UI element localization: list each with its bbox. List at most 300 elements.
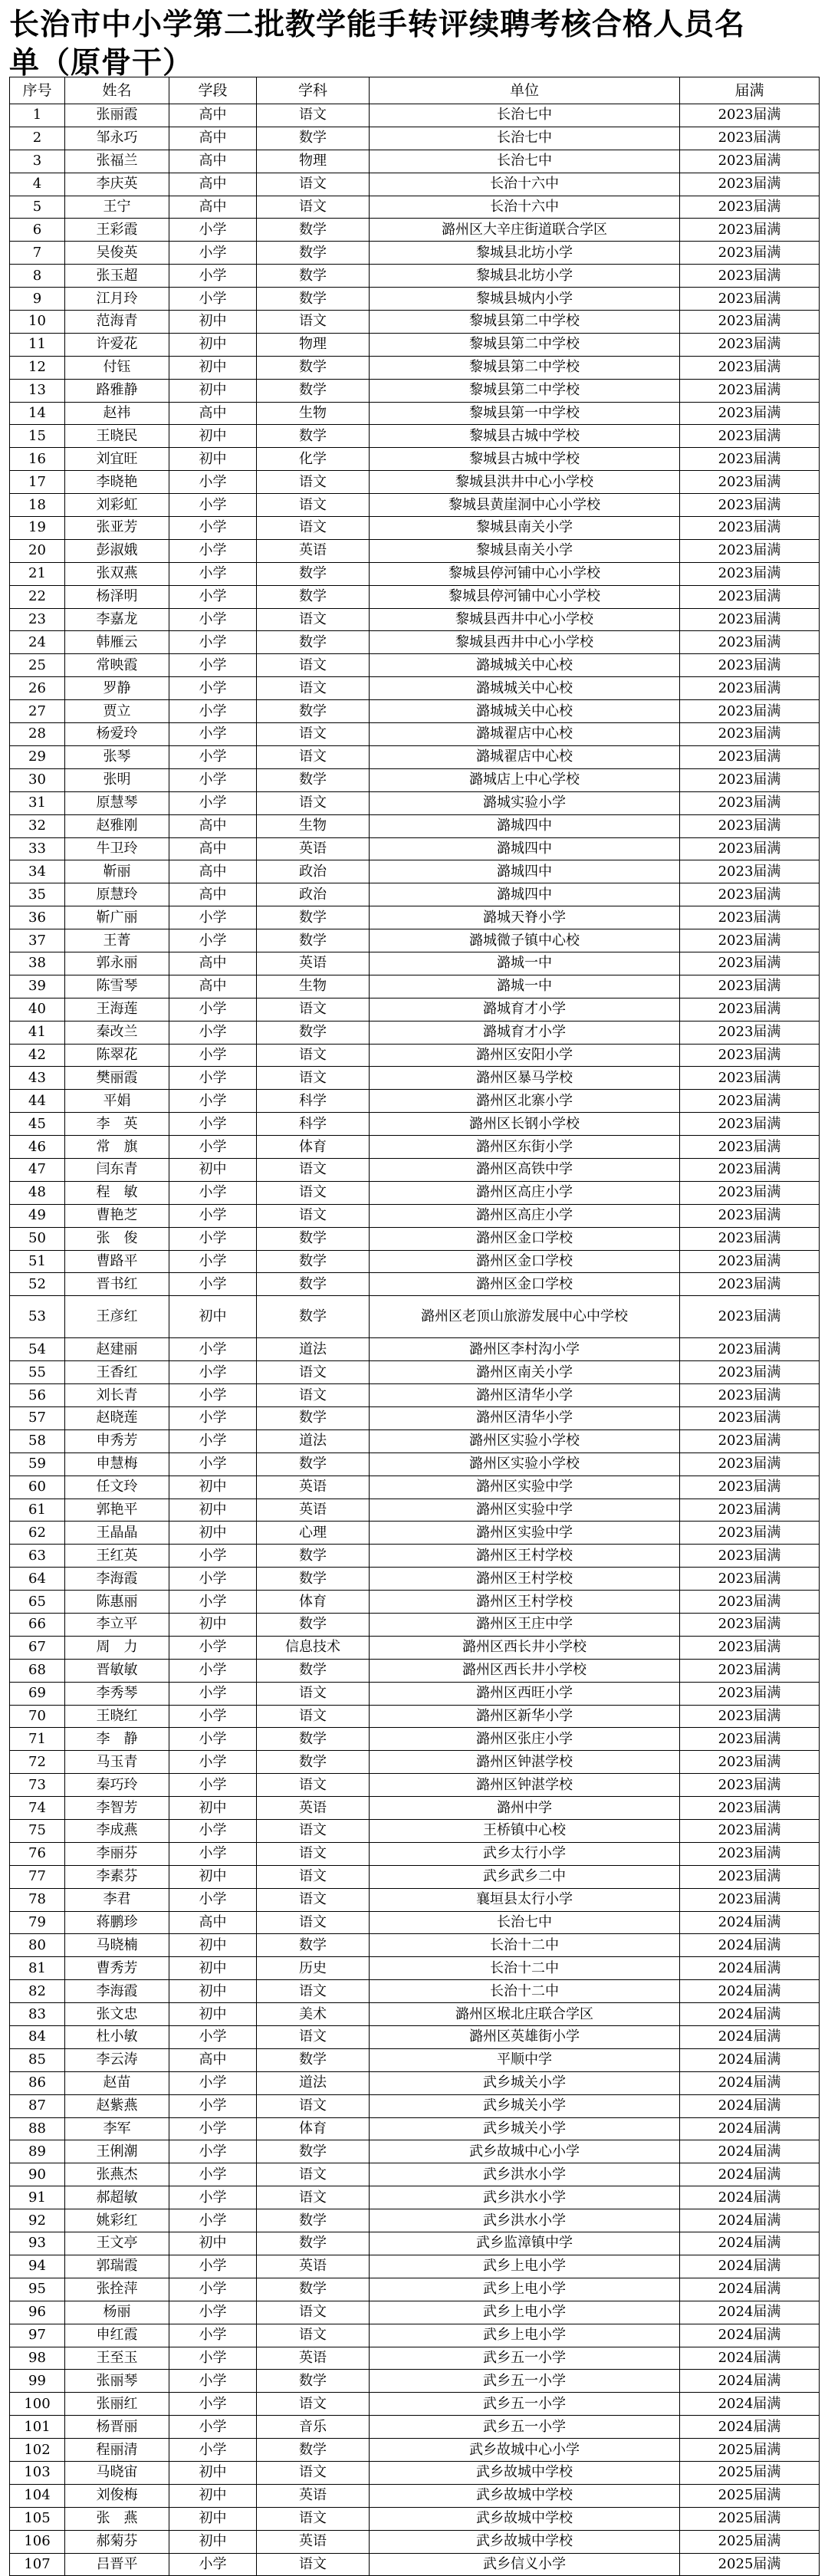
- cell-level: 小学: [169, 2140, 257, 2163]
- cell-term: 2023届满: [680, 425, 820, 448]
- cell-number: 74: [10, 1797, 65, 1820]
- cell-unit: 潞州区清华小学: [370, 1384, 680, 1407]
- cell-unit: 潞州区长钢小学校: [370, 1113, 680, 1136]
- cell-name: 张 燕: [65, 2507, 169, 2530]
- cell-number: 11: [10, 333, 65, 356]
- cell-subject: 英语: [257, 1797, 370, 1820]
- cell-unit: 武乡五一小学: [370, 2393, 680, 2416]
- cell-subject: 数学: [257, 906, 370, 929]
- table-row: [10, 517, 820, 540]
- table-row: [10, 333, 820, 356]
- cell-term: 2023届满: [680, 975, 820, 998]
- table-row: [10, 1499, 820, 1522]
- cell-number: 97: [10, 2324, 65, 2347]
- table-row: [10, 1158, 820, 1181]
- cell-term: 2025届满: [680, 2461, 820, 2484]
- cell-unit: 潞城四中: [370, 814, 680, 837]
- cell-term: 2024届满: [680, 2232, 820, 2255]
- cell-unit: 武乡洪水小学: [370, 2163, 680, 2186]
- cell-number: 78: [10, 1888, 65, 1911]
- cell-number: 91: [10, 2186, 65, 2209]
- table-row: [10, 2140, 820, 2163]
- cell-term: 2024届满: [680, 2071, 820, 2094]
- cell-term: 2023届满: [680, 1273, 820, 1296]
- cell-name: 申红霞: [65, 2324, 169, 2347]
- cell-term: 2023届满: [680, 288, 820, 311]
- table-header: [10, 77, 820, 104]
- cell-name: 杨泽明: [65, 585, 169, 608]
- cell-number: 107: [10, 2553, 65, 2576]
- cell-unit: 潞州区金口学校: [370, 1250, 680, 1273]
- table-row: [10, 448, 820, 471]
- cell-subject: 英语: [257, 2347, 370, 2370]
- cell-number: 86: [10, 2071, 65, 2094]
- cell-subject: 语文: [257, 2553, 370, 2576]
- cell-name: 张文忠: [65, 2003, 169, 2026]
- cell-subject: 数学: [257, 2140, 370, 2163]
- cell-unit: 潞州区王村学校: [370, 1568, 680, 1591]
- cell-unit: 潞州区高铁中学: [370, 1158, 680, 1181]
- cell-unit: 潞州区安阳小学: [370, 1044, 680, 1067]
- cell-level: 小学: [169, 2209, 257, 2232]
- table-row: [10, 1545, 820, 1568]
- header-name: 姓名: [65, 77, 169, 104]
- cell-subject: 语文: [257, 2163, 370, 2186]
- header-unit: 单位: [370, 77, 680, 104]
- cell-number: 22: [10, 585, 65, 608]
- cell-unit: 武乡武乡二中: [370, 1865, 680, 1888]
- cell-term: 2023届满: [680, 745, 820, 768]
- cell-unit: 潞城天脊小学: [370, 906, 680, 929]
- cell-term: 2023届满: [680, 1728, 820, 1751]
- cell-number: 28: [10, 723, 65, 746]
- cell-level: 小学: [169, 631, 257, 654]
- cell-name: 许爱花: [65, 333, 169, 356]
- cell-term: 2023届满: [680, 104, 820, 127]
- cell-subject: 信息技术: [257, 1636, 370, 1659]
- cell-unit: 长治十六中: [370, 173, 680, 196]
- cell-name: 李 英: [65, 1113, 169, 1136]
- cell-name: 杨丽: [65, 2301, 169, 2324]
- cell-number: 40: [10, 998, 65, 1021]
- cell-unit: 潞州区西长井小学校: [370, 1636, 680, 1659]
- cell-term: 2023届满: [680, 1865, 820, 1888]
- cell-name: 赵紫燕: [65, 2094, 169, 2117]
- cell-level: 小学: [169, 1113, 257, 1136]
- cell-subject: 数学: [257, 425, 370, 448]
- cell-number: 106: [10, 2530, 65, 2553]
- cell-number: 63: [10, 1545, 65, 1568]
- cell-unit: 黎城县北坊小学: [370, 265, 680, 288]
- cell-unit: 潞城四中: [370, 837, 680, 860]
- cell-name: 秦改兰: [65, 1021, 169, 1044]
- table-row: [10, 1067, 820, 1090]
- cell-term: 2024届满: [680, 2186, 820, 2209]
- cell-unit: 黎城县第二中学校: [370, 379, 680, 402]
- cell-name: 陈惠丽: [65, 1591, 169, 1614]
- cell-term: 2023届满: [680, 952, 820, 975]
- cell-subject: 数学: [257, 1659, 370, 1682]
- cell-unit: 潞城育才小学: [370, 1021, 680, 1044]
- cell-subject: 英语: [257, 2530, 370, 2553]
- cell-number: 30: [10, 768, 65, 791]
- cell-level: 高中: [169, 104, 257, 127]
- cell-subject: 语文: [257, 1980, 370, 2003]
- cell-level: 初中: [169, 1957, 257, 1980]
- cell-name: 姚彩红: [65, 2209, 169, 2232]
- cell-name: 路雅静: [65, 379, 169, 402]
- table-row: [10, 494, 820, 517]
- cell-subject: 英语: [257, 2255, 370, 2278]
- cell-name: 王彩霞: [65, 219, 169, 242]
- cell-term: 2023届满: [680, 1113, 820, 1136]
- cell-unit: 黎城县南关小学: [370, 517, 680, 540]
- cell-subject: 语文: [257, 1158, 370, 1181]
- cell-level: 小学: [169, 2117, 257, 2140]
- cell-number: 46: [10, 1136, 65, 1159]
- cell-subject: 数学: [257, 379, 370, 402]
- cell-level: 初中: [169, 1296, 257, 1338]
- table-row: [10, 1682, 820, 1705]
- table-row: [10, 2439, 820, 2462]
- cell-subject: 语文: [257, 2301, 370, 2324]
- cell-unit: 潞城店上中心学校: [370, 768, 680, 791]
- table-row: [10, 2507, 820, 2530]
- cell-number: 17: [10, 471, 65, 494]
- cell-level: 小学: [169, 2393, 257, 2416]
- cell-number: 31: [10, 791, 65, 814]
- cell-subject: 数学: [257, 1452, 370, 1476]
- table-row: [10, 768, 820, 791]
- cell-unit: 潞州区西长井小学校: [370, 1659, 680, 1682]
- cell-name: 靳广丽: [65, 906, 169, 929]
- header-row: [10, 77, 820, 104]
- cell-name: 李秀琴: [65, 1682, 169, 1705]
- cell-subject: 化学: [257, 448, 370, 471]
- table-row: [10, 2094, 820, 2117]
- cell-term: 2023届满: [680, 1797, 820, 1820]
- cell-unit: 潞州区老顶山旅游发展中心中学校: [370, 1296, 680, 1338]
- cell-level: 小学: [169, 2094, 257, 2117]
- cell-subject: 数学: [257, 1296, 370, 1338]
- cell-term: 2023届满: [680, 837, 820, 860]
- cell-level: 初中: [169, 379, 257, 402]
- cell-name: 曹秀芳: [65, 1957, 169, 1980]
- table-row: [10, 1888, 820, 1911]
- cell-level: 小学: [169, 2347, 257, 2370]
- cell-unit: 潞城育才小学: [370, 998, 680, 1021]
- cell-unit: 武乡故城中学校: [370, 2507, 680, 2530]
- cell-subject: 语文: [257, 2507, 370, 2530]
- cell-unit: 黎城县第一中学校: [370, 402, 680, 425]
- cell-number: 8: [10, 265, 65, 288]
- cell-subject: 语文: [257, 2186, 370, 2209]
- cell-level: 小学: [169, 1067, 257, 1090]
- cell-unit: 潞州区张庄小学: [370, 1728, 680, 1751]
- cell-level: 小学: [169, 654, 257, 677]
- cell-name: 任文玲: [65, 1476, 169, 1499]
- cell-level: 小学: [169, 1842, 257, 1865]
- table-row: [10, 1911, 820, 1934]
- cell-unit: 黎城县洪井中心小学校: [370, 471, 680, 494]
- cell-subject: 物理: [257, 333, 370, 356]
- cell-subject: 语文: [257, 196, 370, 219]
- cell-level: 初中: [169, 448, 257, 471]
- cell-unit: 潞州区王村学校: [370, 1591, 680, 1614]
- cell-term: 2024届满: [680, 2094, 820, 2117]
- table-row: [10, 1452, 820, 1476]
- cell-level: 初中: [169, 1865, 257, 1888]
- cell-term: 2024届满: [680, 1980, 820, 2003]
- table-row: [10, 311, 820, 334]
- cell-name: 张双燕: [65, 562, 169, 585]
- cell-name: 陈翠花: [65, 1044, 169, 1067]
- table-row: [10, 883, 820, 906]
- table-row: [10, 1820, 820, 1843]
- cell-level: 小学: [169, 1338, 257, 1361]
- cell-level: 小学: [169, 2370, 257, 2393]
- cell-unit: 潞城翟店中心校: [370, 723, 680, 746]
- cell-level: 小学: [169, 471, 257, 494]
- cell-subject: 语文: [257, 1774, 370, 1797]
- cell-unit: 潞城实验小学: [370, 791, 680, 814]
- cell-term: 2023届满: [680, 539, 820, 562]
- cell-term: 2023届满: [680, 906, 820, 929]
- header-number: 序号: [10, 77, 65, 104]
- cell-number: 55: [10, 1361, 65, 1384]
- cell-level: 小学: [169, 768, 257, 791]
- cell-name: 李云涛: [65, 2048, 169, 2071]
- cell-number: 36: [10, 906, 65, 929]
- cell-level: 小学: [169, 2324, 257, 2347]
- cell-term: 2023届满: [680, 402, 820, 425]
- cell-term: 2023届满: [680, 929, 820, 952]
- table-row: [10, 1338, 820, 1361]
- cell-term: 2024届满: [680, 1911, 820, 1934]
- cell-term: 2024届满: [680, 2347, 820, 2370]
- cell-unit: 潞州区高庄小学: [370, 1181, 680, 1204]
- cell-unit: 潞州区实验中学: [370, 1476, 680, 1499]
- cell-name: 周 力: [65, 1636, 169, 1659]
- table-row: [10, 150, 820, 173]
- table-row: [10, 585, 820, 608]
- cell-name: 王俐潮: [65, 2140, 169, 2163]
- cell-unit: 长治十六中: [370, 196, 680, 219]
- cell-unit: 武乡上电小学: [370, 2301, 680, 2324]
- cell-unit: 长治七中: [370, 1911, 680, 1934]
- cell-number: 88: [10, 2117, 65, 2140]
- table-row: [10, 1296, 820, 1338]
- cell-subject: 语文: [257, 104, 370, 127]
- cell-number: 10: [10, 311, 65, 334]
- cell-term: 2023届满: [680, 814, 820, 837]
- cell-number: 4: [10, 173, 65, 196]
- cell-unit: 潞州区暴马学校: [370, 1067, 680, 1090]
- cell-name: 闫东青: [65, 1158, 169, 1181]
- cell-name: 王香红: [65, 1361, 169, 1384]
- cell-number: 67: [10, 1636, 65, 1659]
- cell-level: 小学: [169, 242, 257, 265]
- cell-name: 李君: [65, 1888, 169, 1911]
- cell-subject: 语文: [257, 654, 370, 677]
- cell-name: 樊丽霞: [65, 1067, 169, 1090]
- cell-term: 2024届满: [680, 2301, 820, 2324]
- cell-subject: 生物: [257, 402, 370, 425]
- cell-unit: 黎城县南关小学: [370, 539, 680, 562]
- cell-subject: 语文: [257, 998, 370, 1021]
- cell-number: 105: [10, 2507, 65, 2530]
- cell-term: 2023届满: [680, 1545, 820, 1568]
- cell-level: 小学: [169, 2071, 257, 2094]
- table-row: [10, 723, 820, 746]
- cell-unit: 潞城四中: [370, 883, 680, 906]
- cell-level: 初中: [169, 333, 257, 356]
- cell-subject: 语文: [257, 2094, 370, 2117]
- cell-unit: 潞城翟店中心校: [370, 745, 680, 768]
- cell-level: 小学: [169, 745, 257, 768]
- table-row: [10, 104, 820, 127]
- table-row: [10, 356, 820, 379]
- cell-level: 初中: [169, 356, 257, 379]
- cell-number: 81: [10, 1957, 65, 1980]
- cell-unit: 潞州区北寨小学: [370, 1090, 680, 1113]
- cell-number: 6: [10, 219, 65, 242]
- cell-number: 16: [10, 448, 65, 471]
- cell-name: 江月玲: [65, 288, 169, 311]
- cell-unit: 潞州区实验中学: [370, 1499, 680, 1522]
- cell-unit: 平顺中学: [370, 2048, 680, 2071]
- cell-number: 80: [10, 1934, 65, 1957]
- cell-level: 初中: [169, 2530, 257, 2553]
- table-row: [10, 379, 820, 402]
- cell-term: 2023届满: [680, 379, 820, 402]
- cell-level: 小学: [169, 1774, 257, 1797]
- cell-number: 48: [10, 1181, 65, 1204]
- cell-term: 2023届满: [680, 1774, 820, 1797]
- cell-name: 郭永丽: [65, 952, 169, 975]
- table-row: [10, 127, 820, 150]
- cell-name: 原慧琴: [65, 791, 169, 814]
- cell-unit: 武乡五一小学: [370, 2416, 680, 2439]
- cell-term: 2023届满: [680, 150, 820, 173]
- cell-unit: 潞州区西旺小学: [370, 1682, 680, 1705]
- cell-level: 小学: [169, 265, 257, 288]
- cell-subject: 数学: [257, 1751, 370, 1774]
- cell-subject: 数学: [257, 1728, 370, 1751]
- cell-level: 初中: [169, 2003, 257, 2026]
- cell-unit: 黎城县停河铺中心小学校: [370, 585, 680, 608]
- cell-number: 35: [10, 883, 65, 906]
- cell-number: 9: [10, 288, 65, 311]
- table-row: [10, 1636, 820, 1659]
- cell-subject: 数学: [257, 356, 370, 379]
- table-row: [10, 1934, 820, 1957]
- table-row: [10, 2324, 820, 2347]
- cell-unit: 潞州区钟湛学校: [370, 1751, 680, 1774]
- cell-name: 范海青: [65, 311, 169, 334]
- cell-level: 小学: [169, 1751, 257, 1774]
- cell-number: 32: [10, 814, 65, 837]
- cell-term: 2023届满: [680, 1636, 820, 1659]
- cell-name: 赵雅刚: [65, 814, 169, 837]
- cell-level: 初中: [169, 1934, 257, 1957]
- cell-level: 初中: [169, 1499, 257, 1522]
- cell-level: 小学: [169, 2416, 257, 2439]
- cell-number: 90: [10, 2163, 65, 2186]
- cell-subject: 数学: [257, 1406, 370, 1429]
- cell-level: 小学: [169, 723, 257, 746]
- cell-unit: 黎城县西井中心小学校: [370, 631, 680, 654]
- cell-unit: 潞州区新华小学: [370, 1705, 680, 1728]
- cell-unit: 王桥镇中心校: [370, 1820, 680, 1843]
- cell-number: 42: [10, 1044, 65, 1067]
- cell-number: 94: [10, 2255, 65, 2278]
- cell-unit: 武乡监漳镇中学: [370, 2232, 680, 2255]
- cell-level: 小学: [169, 2026, 257, 2049]
- cell-term: 2023届满: [680, 677, 820, 700]
- cell-unit: 武乡故城中心小学: [370, 2439, 680, 2462]
- cell-level: 小学: [169, 791, 257, 814]
- cell-unit: 潞城一中: [370, 975, 680, 998]
- cell-term: 2023届满: [680, 1614, 820, 1637]
- cell-subject: 数学: [257, 2278, 370, 2301]
- table-row: [10, 402, 820, 425]
- table-row: [10, 2461, 820, 2484]
- cell-term: 2024届满: [680, 2003, 820, 2026]
- cell-level: 小学: [169, 929, 257, 952]
- cell-name: 张琴: [65, 745, 169, 768]
- cell-term: 2023届满: [680, 631, 820, 654]
- cell-number: 43: [10, 1067, 65, 1090]
- table-row: [10, 219, 820, 242]
- cell-subject: 语文: [257, 2461, 370, 2484]
- cell-name: 平娟: [65, 1090, 169, 1113]
- cell-number: 15: [10, 425, 65, 448]
- cell-term: 2023届满: [680, 1158, 820, 1181]
- table-row: [10, 906, 820, 929]
- cell-level: 小学: [169, 677, 257, 700]
- cell-number: 25: [10, 654, 65, 677]
- cell-term: 2023届满: [680, 860, 820, 883]
- cell-unit: 潞州区清华小学: [370, 1406, 680, 1429]
- table-row: [10, 1774, 820, 1797]
- table-row: [10, 1751, 820, 1774]
- cell-level: 小学: [169, 1384, 257, 1407]
- cell-subject: 美术: [257, 2003, 370, 2026]
- cell-unit: 潞州区王庄中学: [370, 1614, 680, 1637]
- cell-term: 2023届满: [680, 723, 820, 746]
- cell-subject: 数学: [257, 768, 370, 791]
- table-row: [10, 1797, 820, 1820]
- table-row: [10, 2484, 820, 2507]
- cell-term: 2023届满: [680, 1406, 820, 1429]
- cell-subject: 语文: [257, 1044, 370, 1067]
- cell-name: 赵建丽: [65, 1338, 169, 1361]
- cell-name: 程 敏: [65, 1181, 169, 1204]
- cell-name: 王晓红: [65, 1705, 169, 1728]
- cell-name: 王红英: [65, 1545, 169, 1568]
- cell-term: 2023届满: [680, 1591, 820, 1614]
- cell-unit: 黎城县北坊小学: [370, 242, 680, 265]
- cell-number: 56: [10, 1384, 65, 1407]
- table-row: [10, 2232, 820, 2255]
- cell-subject: 科学: [257, 1090, 370, 1113]
- cell-subject: 体育: [257, 2117, 370, 2140]
- cell-number: 19: [10, 517, 65, 540]
- cell-unit: 潞州区王村学校: [370, 1545, 680, 1568]
- cell-level: 小学: [169, 2278, 257, 2301]
- cell-subject: 心理: [257, 1522, 370, 1545]
